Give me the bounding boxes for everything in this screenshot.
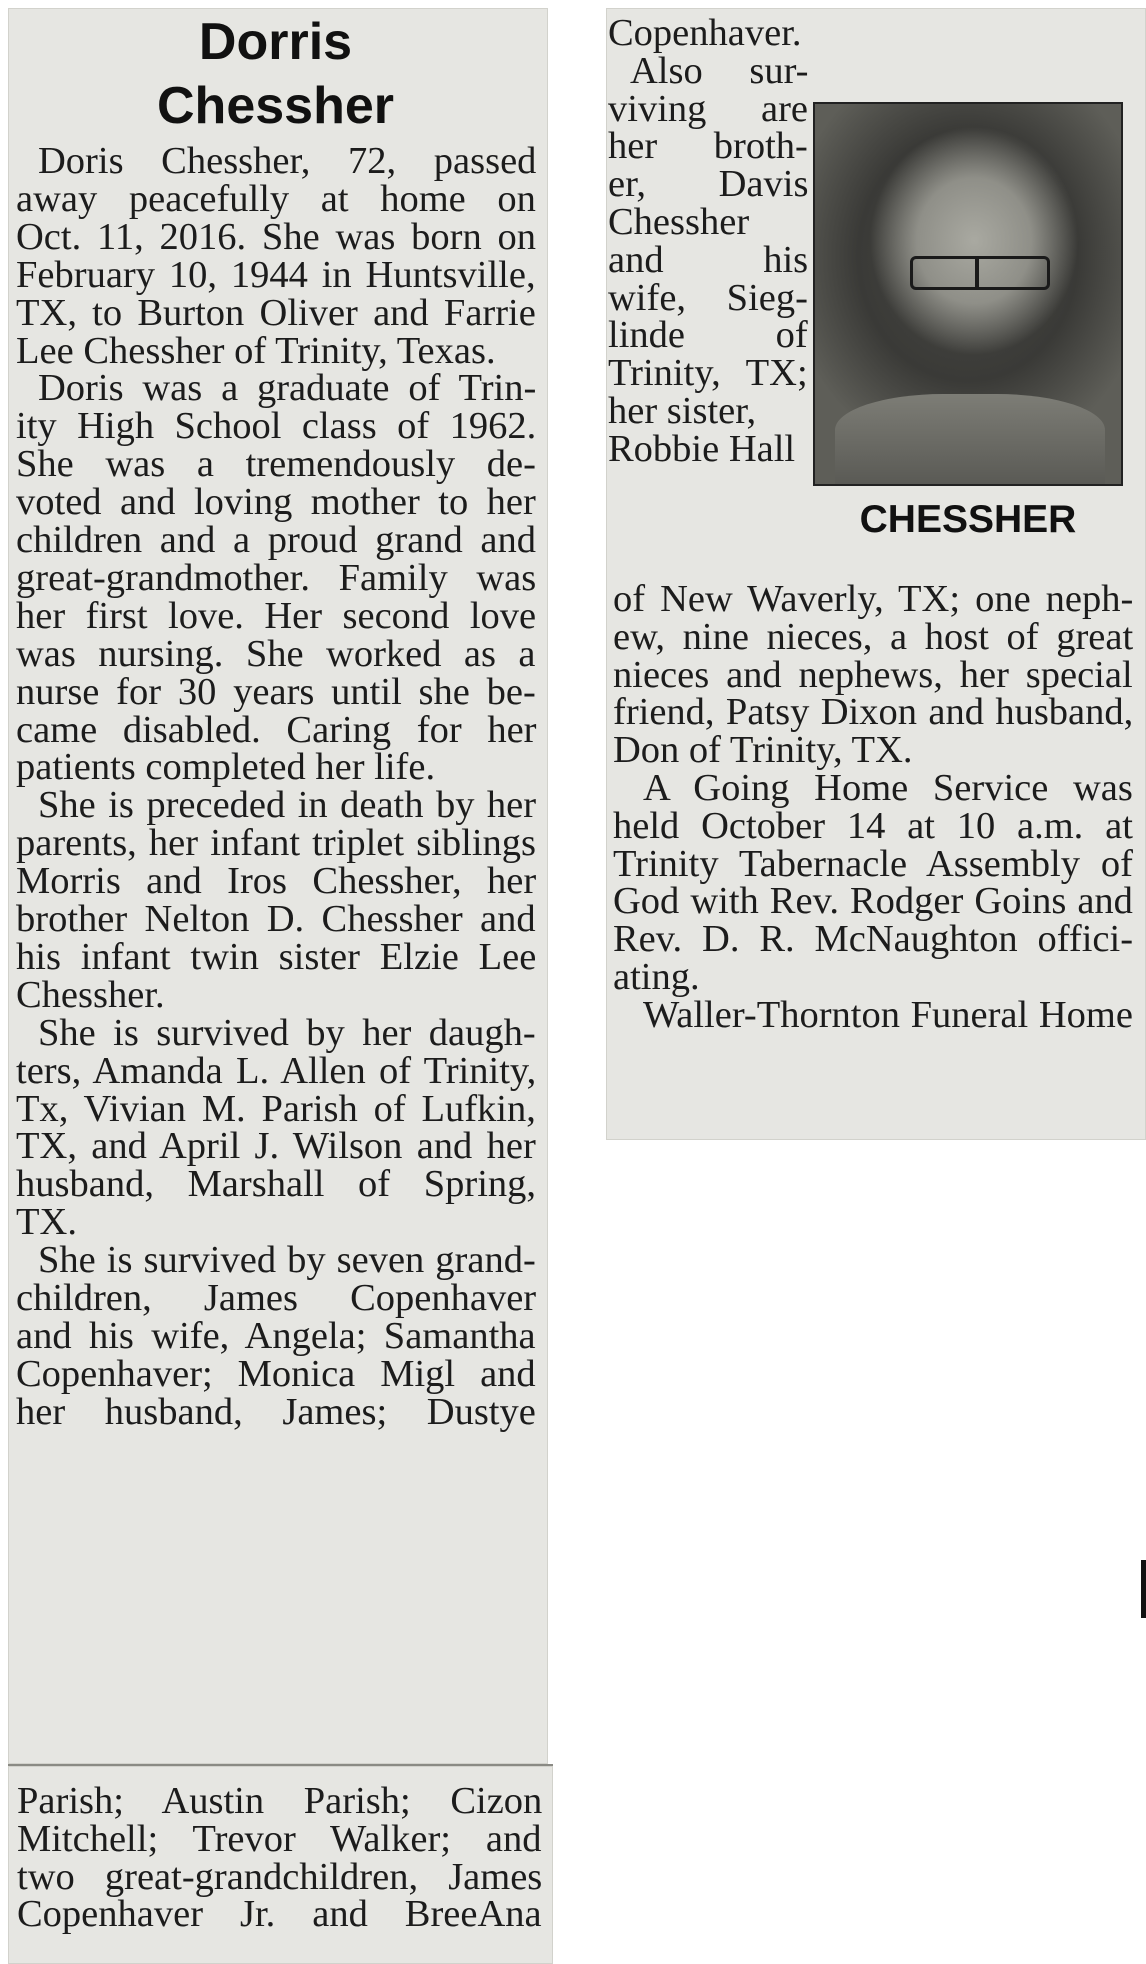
column2-narrow-line: wife, Sieg-: [608, 276, 808, 319]
column1-continued-line: Copenhaver Jr. and BreeAna: [17, 1893, 542, 1936]
column2-wide-line: God with Rev. Rodger Goins and: [613, 880, 1133, 923]
column2-narrow-line: Copenhaver.: [608, 12, 802, 54]
column1-line: TX.: [16, 1201, 77, 1244]
column2-narrow-line: linde of: [608, 314, 808, 357]
column1-line: her first love. Her second love: [16, 594, 537, 637]
column1-line: children, James Copenhaver: [16, 1277, 537, 1319]
column1-line: February 10, 1944 in Huntsville,: [16, 253, 536, 296]
column1-line: She was a tremendously de-: [16, 443, 536, 486]
column2-wide-line: friend, Patsy Dixon and husband,: [613, 691, 1134, 734]
column1-clipping: [8, 8, 548, 1764]
column1-line: Oct. 11, 2016. She was born on: [16, 215, 536, 258]
portrait-glasses: [910, 256, 1050, 290]
column1-line: nurse for 30 years until she be-: [16, 670, 536, 713]
column1-line: came disabled. Caring for her: [16, 708, 537, 751]
column1-continued-line: Mitchell; Trevor Walker; and: [17, 1817, 542, 1860]
column1-line: Tx, Vivian M. Parish of Lufkin,: [16, 1087, 536, 1130]
headline-line-2: Chessher: [157, 77, 394, 135]
photo-caption: CHESSHER: [859, 498, 1077, 541]
column1-continued-line: two great-grandchildren, James: [17, 1855, 543, 1898]
column1-line: patients completed her life.: [16, 746, 436, 789]
portrait-shirt: [835, 394, 1105, 484]
scan-edge-mark: [1141, 1560, 1146, 1618]
column2-wide-line: held October 14 at 10 a.m. at: [613, 804, 1133, 847]
column1-line: her husband, James; Dustye: [16, 1390, 536, 1433]
column1-line: Morris and Iros Chessher, her: [16, 860, 537, 903]
column1-line: was nursing. She worked as a: [16, 632, 536, 675]
column1-line: She is survived by her daugh-: [38, 1011, 536, 1054]
column1-continued-line: Parish; Austin Parish; Cizon: [17, 1780, 543, 1822]
column1-line: TX, and April J. Wilson and her: [16, 1125, 536, 1168]
column2-narrow-line: her sister,: [608, 390, 757, 432]
column1-line: away peacefully at home on: [16, 177, 536, 220]
column2-wide-line: Rev. D. R. McNaughton offici-: [613, 918, 1134, 961]
column1-line: his infant twin sister Elzie Lee: [16, 935, 537, 978]
column1-line: parents, her infant triplet siblings: [16, 822, 537, 865]
column1-line: children and a proud grand and: [16, 519, 537, 561]
column2-narrow-line: and his: [608, 238, 809, 281]
column1-line: Lee Chessher of Trinity, Texas.: [16, 329, 496, 372]
column1-line: Doris was a graduate of Trin-: [38, 367, 537, 410]
column1-line: ity High School class of 1962.: [16, 405, 537, 448]
column2-wide-line: nieces and nephews, her special: [613, 653, 1133, 696]
headline-line-1: Dorris: [198, 13, 353, 71]
column2-wide-line: A Going Home Service was: [643, 767, 1133, 809]
column1-continued-clipping: [8, 1764, 553, 1964]
column1-line: She is survived by seven grand-: [38, 1239, 536, 1282]
column2-narrow-line: her broth-: [608, 125, 808, 168]
column1-line: Chessher.: [16, 973, 165, 1016]
column2-narrow-line: Also sur-: [630, 49, 809, 92]
column2-narrow-line: Trinity, TX;: [608, 352, 808, 395]
column1-line: ters, Amanda L. Allen of Trinity,: [16, 1049, 537, 1092]
column2-wide-line: Waller-Thornton Funeral Home: [643, 993, 1133, 1036]
column1-line: voted and loving mother to her: [16, 481, 536, 524]
column1-line: brother Nelton D. Chessher and: [16, 898, 536, 940]
column1-line: She is preceded in death by her: [38, 784, 537, 827]
column2-wide-line: Don of Trinity, TX.: [613, 729, 913, 772]
column2-narrow-line: Robbie Hall: [608, 427, 796, 470]
column1-line: Doris Chessher, 72, passed: [38, 140, 537, 182]
column2-wide-line: ating.: [613, 956, 700, 998]
portrait-photo: [813, 102, 1123, 486]
column1-line: Copenhaver; Monica Migl and: [16, 1352, 536, 1395]
column1-line: husband, Marshall of Spring,: [16, 1163, 537, 1206]
column2-wide-line: ew, nine nieces, a host of great: [613, 615, 1134, 658]
column2-narrow-line: er, Davis: [608, 163, 809, 206]
column1-line: great-grandmother. Family was: [16, 556, 537, 599]
column2-wide-line: of New Waverly, TX; one neph-: [613, 578, 1134, 620]
column1-line: and his wife, Angela; Samantha: [16, 1314, 536, 1357]
column2-narrow-line: viving are: [608, 87, 809, 130]
column1-line: TX, to Burton Oliver and Farrie: [16, 291, 536, 334]
column2-wide-line: Trinity Tabernacle Assembly of: [613, 842, 1133, 885]
column2-narrow-line: Chessher: [608, 201, 750, 243]
